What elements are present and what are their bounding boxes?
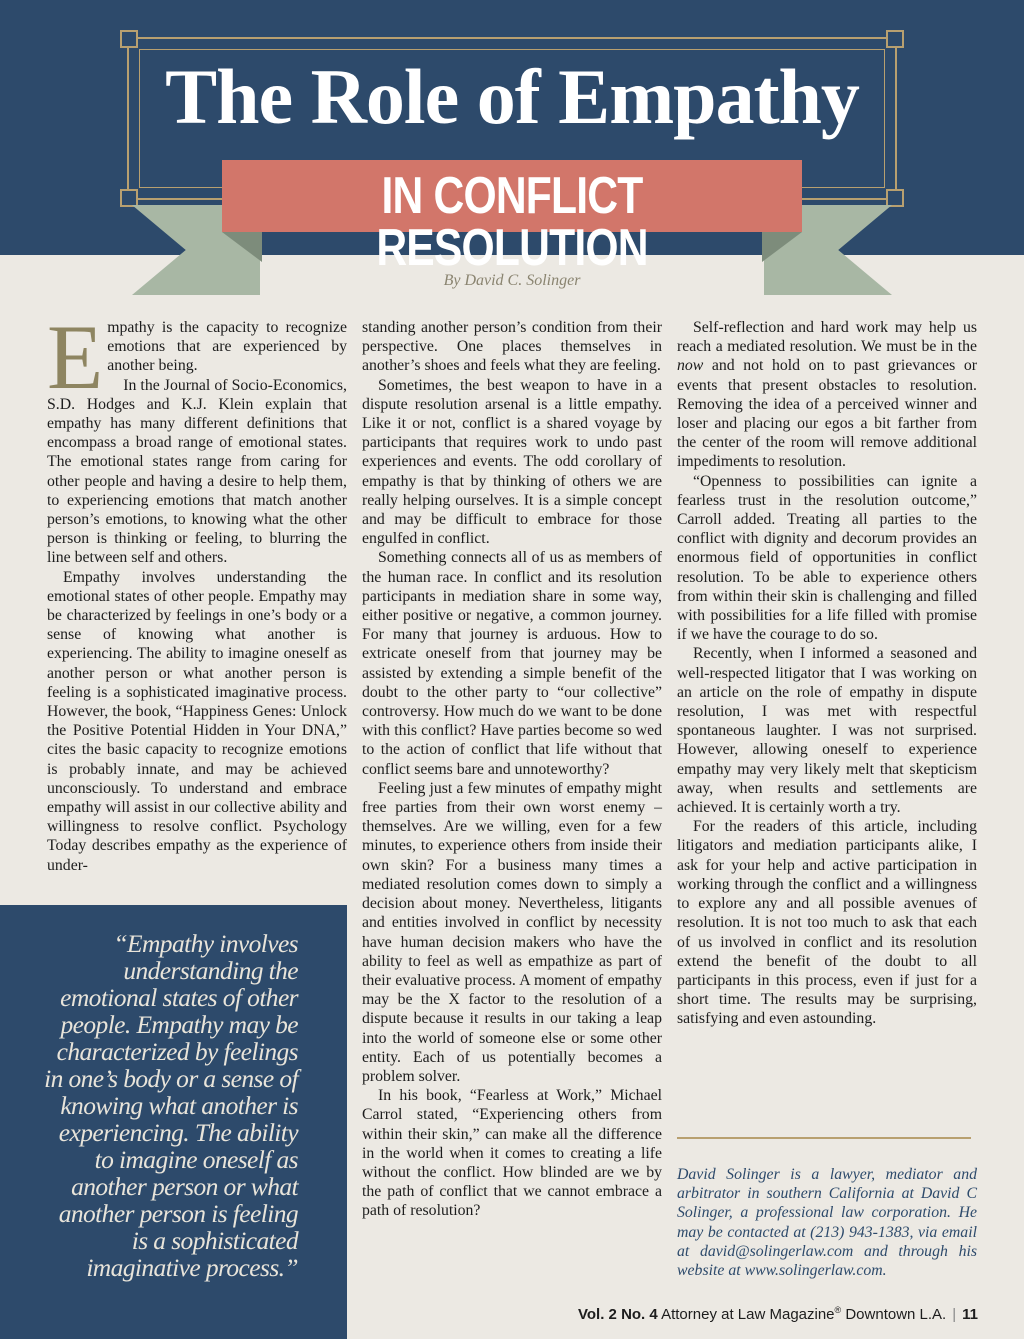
article-column-2	[362, 318, 662, 1221]
paragraph-text: and not hold on to past grievances or events that present obstacles to resolution. Removing the idea of a perceived winner and loser and placing our egos a bit farther from the center of the room will remove additional impediments to resolution.	[677, 357, 977, 471]
paragraph: In his book, “Fearless at Work,” Michael Carrol stated, “Experiencing others from within their skin,” can make all the difference in the world when it comes to creating a life without the conflict. How blinded are we by the path of conflict that we cannot embrace a path of resolution?	[362, 1087, 662, 1220]
frame-corner	[120, 30, 138, 48]
footer-separator: |	[952, 1306, 957, 1323]
byline: By David C. Solinger	[443, 272, 581, 289]
pull-quote: “Empathy involves understanding the emotional states of other people. Empathy may be characterized by feelings in one’s body or a sense of knowing what another is experiencing. The ability to imagine oneself as another person or what another person is feeling is a sophisticated imaginative process.”	[44, 929, 298, 1282]
page-number: 11	[962, 1306, 978, 1323]
emphasis-text: now	[677, 357, 704, 375]
article-subtitle: IN CONFLICT RESOLUTION	[376, 167, 648, 277]
article-title: The Role of Empathy	[165, 53, 859, 140]
paragraph: “Openness to possibilities can ignite a fearless trust in the resolution outcome,” Carroll added. Treating all parties to the conflict with dignity and decorum provides an enormous field of opportunities in conflict resolution. To be able to experience others from within their skin is challenging and filled with possibilities for a life filled with promise if we have the courage to do so.	[677, 472, 977, 644]
paragraph: For the readers of this article, including litigators and mediation participants alike, I ask for your help and active participation in working through the conflict and a willingness to explore any and all possible avenues of resolution. It is not too much to ask that each of us involved in conflict and its resolution extend the benefit of the doubt to all participants in this process, even if just for a short time. The results may be surprising, satisfying and even astounding.	[677, 818, 977, 1028]
magazine-name: Attorney at Law Magazine	[661, 1306, 835, 1323]
author-bio: David Solinger is a lawyer, mediator and arbitrator in southern California at David C Solinger, a professional law corporation. He may be contacted at (213) 943-1383, via email at david@solingerlaw.com and through his website at www.solingerlaw.com.	[677, 1166, 977, 1280]
frame-corner	[886, 189, 904, 207]
paragraph: Recently, when I informed a seasoned and well-respected litigator that I was working on an article on the role of empathy in dispute resolution, I was met with respectful spontaneous laughter. I was not surprised. However, allowing oneself to experience empathy may very likely melt that skepticism away, when results and settlements are achieved. It is certainly worth a try.	[677, 645, 977, 817]
paragraph: Something connects all of us as members of the human race. In conflict and its resolution participants in mediation share in some way, either positive or negative, a common journey. For many that journey is arduous. How to extricate oneself from that journey may be assisted by extending a simple benefit of the doubt to the other party to “our collective” controversy. How much do we want to be done with this conflict? Have parties become so wed to the action of conflict that life without that conflict seems bare and unnoteworthy?	[362, 549, 662, 778]
paragraph	[47, 306, 347, 408]
paragraph: In the Journal of Socio-Economics, S.D. Hodges and K.J. Klein explain that empathy has many different definitions that encompass a broad range of emotional states. The emotional states range from caring for other people and having a desire to help them, to experiencing emotions that match another person’s emotions, to knowing what the other person is thinking or feeling, to blurring the line between self and others.	[47, 376, 347, 567]
edition-name: Downtown L.A.	[845, 1306, 947, 1323]
drop-cap: E	[47, 306, 104, 408]
paragraph: Empathy involves understanding the emotional states of other people. Empathy may be characterized by feelings in one’s body or a sense of knowing what another is experiencing. The ability to imagine oneself as another person or what another person is feeling is a sophisticated imaginative process. However, the book, “Happiness Genes: Unlock the Positive Potential Hidden in Your DNA,” cites the basic capacity to recognize emotions is probably innate, and may be achieved unconsciously. To understand and embrace empathy will assist in our collective ability and willingness to resolve conflict. Psychology Today describes empathy as the experience of under-	[47, 568, 347, 874]
paragraph-text: Self-reflection and hard work may help us reach a mediated resolution. We must be in the	[677, 319, 977, 356]
page-footer	[578, 1305, 978, 1323]
article-column-1	[47, 306, 347, 875]
bio-divider	[677, 1137, 971, 1139]
registered-mark: ®	[834, 1305, 842, 1315]
frame-corner	[886, 30, 904, 48]
paragraph: Feeling just a few minutes of empathy might free parties from their own worst enemy – themselves. Are we willing, even for a few minutes, to experience others from inside their own skin? For a business many times a mediated resolution comes down to simply a decision about money. Nevertheless, litigants and entities involved in conflict by necessity have human decision makers who have the ability to feel as well as empathize as part of their evaluative process. A moment of empathy may be the X factor to the resolution of a dispute because it results in our taking a leap into the world of someone else or some other entity. Each of us potentially becomes a problem solver.	[362, 779, 662, 1085]
article-column-3	[677, 318, 977, 1029]
frame-corner	[120, 189, 138, 207]
paragraph: standing another person’s condition from their perspective. One places themselves in another’s shoes and feels what they are feeling.	[362, 319, 662, 375]
paragraph-text: mpathy is the capacity to recognize emotions that are experienced by another being.	[107, 319, 347, 375]
issue-number: Vol. 2 No. 4	[578, 1306, 658, 1323]
paragraph: Sometimes, the best weapon to have in a dispute resolution arsenal is a little empathy. Like it or not, conflict is a shared voyage by participants that requires work to undo past experiences and events. The odd corollary of empathy is that by thinking of others we are really helping ourselves. It is a simple concept and may be difficult to embrace for those engulfed in conflict.	[362, 376, 662, 548]
paragraph	[677, 318, 977, 472]
